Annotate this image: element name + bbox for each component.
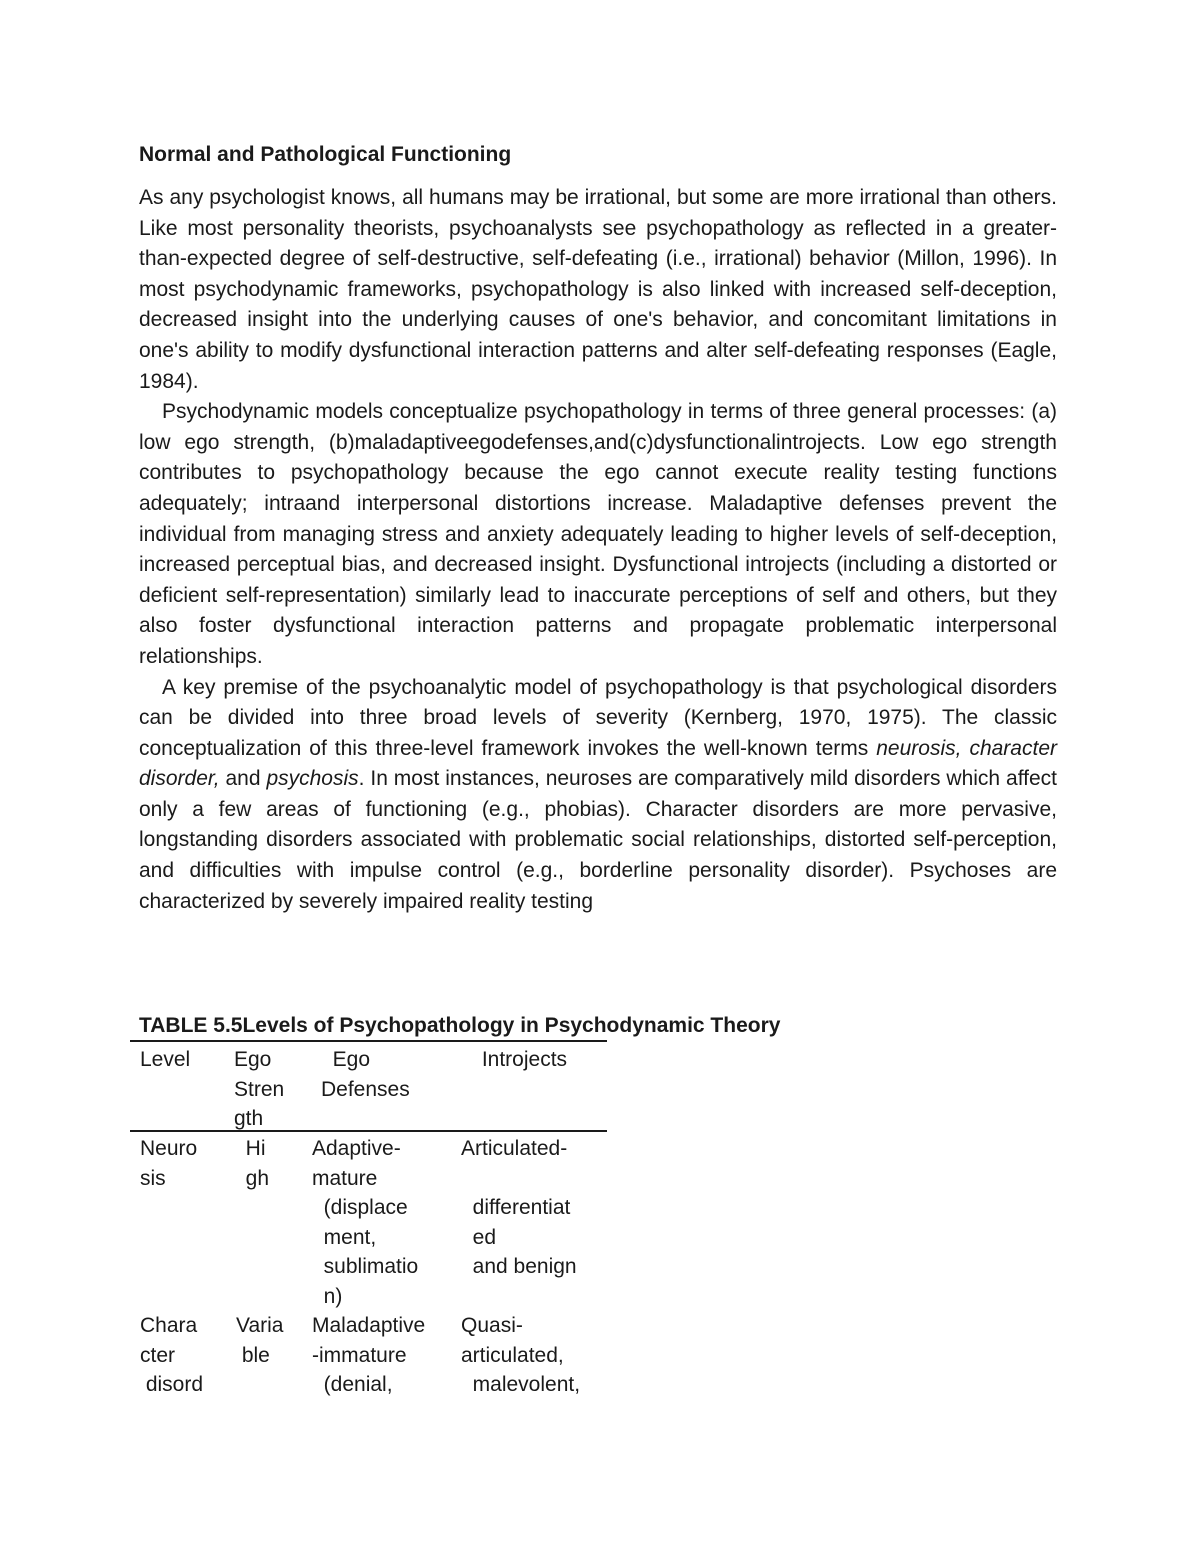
paragraph-2 [139,397,1057,672]
row-neurosis-introjects: Articulated- differentiat ed and benign [461,1137,577,1278]
paragraph-1: As any psychologist knows, all humans may be irrational, but some are more irrational than others. Like most personality theorists, psychoanalysts see psychopathology as reflected in a greater-than-expected degree of self-destructive, self-defeating (i.e., irrational) behavior (Millon, 1996). In most psychodynamic frameworks, psychopathology is also linked with increased self-deception, decreased insight into the underlying causes of one's behavior, and concomitant limitations in one's ability to modify dysfunctional interaction patterns and alter self-defeating responses (Eagle, 1984). [139,186,1057,393]
row-character-ego-defenses: Maladaptive -immature (denial, [312,1314,426,1396]
row-neurosis-ego-strength: Hi gh [245,1137,270,1190]
paragraph-2-first-line: Psychodynamic models conceptualize psychopathology in terms of three general processes: (a) low ego strength, [139,400,1057,454]
term-psychosis: psychosis [266,767,359,791]
header-ego-strength: Ego Stren gth [234,1048,285,1130]
table-top-rule [130,1040,607,1042]
row-character-level: Chara cter disord [140,1314,204,1396]
row-neurosis-level: Neuro sis [140,1137,198,1190]
paragraph-3 [139,673,1057,918]
header-ego-defenses: Ego Defenses [321,1048,410,1101]
row-neurosis-ego-defenses: Adaptive- mature (displace ment, sublimatio n) [312,1137,419,1308]
table-title: TABLE 5.5Levels of Psychopathology in Psychodynamic Theory [139,1014,781,1037]
paragraph-3-intro: A key premise of the psychoanalytic model of psychopathology is that psychological disorders can be divided into three broad levels of severity (Kernberg, 1970, 1975). The classic conceptualization of this three-level framework invokes the well-known terms [139,675,1057,760]
row-character-introjects: Quasi- articulated, malevolent, [461,1314,581,1396]
section-heading: Normal and Pathological Functioning [139,143,512,166]
term-neurosis: neurosis, [876,736,962,760]
paragraph-2-rest: (b)maladaptiveegodefenses,and(c)dysfunctionalintrojects. Low ego strength contributes to psychopathology because the ego cannot execute reality testing functions adequately; intraand interpersonal distortions increase. Maladaptive defenses prevent the individual from managing stress and anxiety adequately leading to higher levels of self-deception, increased perceptual bias, and decreased insight. Dysfunctional introjects (including a distorted or deficient self-representation) similarly lead to inaccurate perceptions of self and others, but they also foster dysfunctional interaction patterns and propagate problematic interpersonal relationships. [139,430,1057,668]
table-header-rule [130,1130,607,1132]
row-character-ego-strength: Varia ble [236,1314,284,1367]
paragraph-3-body: . In most instances, neuroses are comparatively mild disorders which affect only a few areas of functioning (e.g., phobias). Character disorders are more pervasive, longstanding disorders associated with problematic social relationships, distorted self-perception, and difficulties with impulse control (e.g., borderline personality disorder). Psychoses are characterized by severely impaired reality testing [139,767,1057,913]
term-character-disorder: character disorder, [139,736,1057,791]
header-level: Level [140,1048,191,1071]
term-and: and [225,767,261,791]
header-introjects: Introjects [476,1048,568,1071]
document-page [139,140,1057,917]
